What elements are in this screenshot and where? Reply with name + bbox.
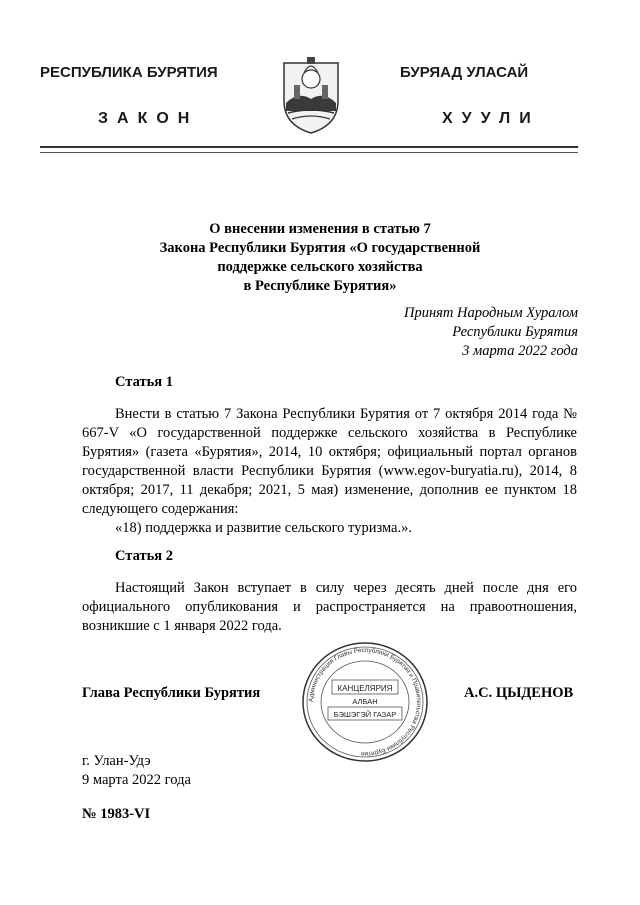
title-line: поддержке сельского хозяйства [217,259,423,275]
law-title [60,220,580,296]
stamp-line-1: КАНЦЕЛЯРИЯ [337,684,393,693]
article-1-body [82,405,577,538]
official-stamp-icon [300,640,430,764]
adoption-line: Принят Народным Хуралом [403,305,578,321]
title-line: Закона Республики Бурятия «О государственной [159,240,481,256]
stamp-line-2: АЛБАН [352,697,378,706]
header-divider [40,146,578,153]
signatory-name: А.С. ЦЫДЕНОВ [464,685,574,701]
adoption-line: 3 марта 2022 года [462,343,578,359]
law-label-bua: ХУУЛИ [442,110,540,127]
republic-name-bua: БУРЯАД УЛАСАЙ [400,64,529,81]
place-of-signing: г. Улан-Удэ [82,753,151,769]
stamp-ring-text: Администрация Главы Республики Бурятия и Правительства Республики Бурятия [307,646,423,758]
title-line: О внесении изменения в статью 7 [209,221,431,237]
law-label-ru: ЗАКОН [98,110,199,127]
article-1-heading: Статья 1 [115,374,173,390]
coat-of-arms-icon [280,55,342,135]
signatory-position: Глава Республики Бурятия [82,685,261,701]
article-1-text: Внести в статью 7 Закона Республики Бурятия от 7 октября 2014 года № 667-V «О государственной поддержке сельского хозяйства в Республике Бурятия» (газета «Бурятия», 2014, 10 октября; официальный портал органов государственной власти Республики Бурятия (www.egov-buryatia.ru), 2014, 8 октября; 2017, 11 декабря; 2021, 5 мая) изменение, дополнив ее пунктом 18 следующего содержания: [82,406,577,517]
article-2-text: Настоящий Закон вступает в силу через десять дней после дня его официального опубликования и распространяется на правоотношения, возникшие с 1 января 2022 года. [82,580,577,634]
adoption-note [404,304,578,361]
article-2-body [82,579,577,636]
article-1-quote: «18) поддержка и развитие сельского туризма.». [115,520,412,536]
stamp-line-3: БЭШЭГЭЙ ГАЗАР [333,710,397,719]
law-number: № 1983-VI [82,806,151,822]
article-2-heading: Статья 2 [115,548,173,564]
adoption-line: Республики Бурятия [452,324,578,340]
signing-date: 9 марта 2022 года [82,772,191,788]
title-line: в Республике Бурятия» [243,278,397,294]
republic-name-ru: РЕСПУБЛИКА БУРЯТИЯ [40,64,218,81]
